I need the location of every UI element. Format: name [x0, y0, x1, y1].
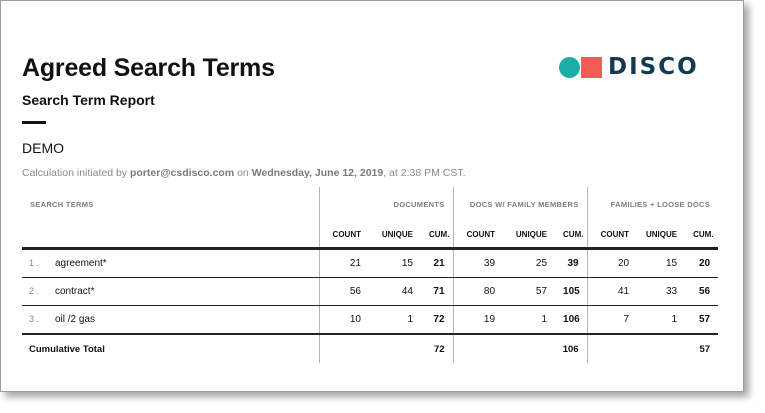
documents-unique: 1 — [369, 306, 421, 335]
loose-count: 7 — [587, 306, 637, 335]
disco-logo — [559, 55, 699, 79]
sub-header-unique: UNIQUE — [369, 222, 421, 249]
calc-time: , at 2:38 PM CST. — [383, 167, 466, 179]
sub-header-cum: CUM. — [685, 222, 718, 249]
loose-cum: 56 — [685, 278, 718, 306]
loose-count: 41 — [587, 278, 637, 306]
documents-unique: 15 — [369, 249, 421, 278]
calc-user: porter@csdisco.com — [129, 167, 235, 179]
search-term-cell — [22, 306, 319, 335]
documents-cum: 71 — [421, 278, 453, 306]
documents-count: 56 — [319, 278, 369, 306]
documents-unique: 44 — [369, 278, 421, 306]
row-index: 1 . — [29, 258, 40, 268]
cumulative-total-row — [22, 334, 718, 363]
loose-unique: 15 — [637, 249, 685, 278]
documents-count: 21 — [319, 249, 369, 278]
family-unique: 57 — [503, 278, 555, 306]
family-total: 106 — [453, 334, 587, 363]
report-title: Agreed Search Terms — [22, 54, 275, 82]
family-cum: 39 — [555, 249, 587, 278]
sub-header-count: COUNT — [587, 222, 637, 249]
cumulative-total-label: Cumulative Total — [22, 334, 319, 363]
table-row — [22, 249, 718, 278]
family-count: 19 — [453, 306, 503, 335]
loose-count: 20 — [587, 249, 637, 278]
sub-header-count: COUNT — [453, 222, 503, 249]
family-cum: 105 — [555, 278, 587, 306]
sub-header-count: COUNT — [319, 222, 369, 249]
family-cum: 106 — [555, 306, 587, 335]
table-row — [22, 278, 718, 306]
documents-cum: 72 — [421, 306, 453, 335]
search-terms-table — [22, 187, 718, 363]
loose-cum: 57 — [685, 306, 718, 335]
calculation-info — [22, 167, 466, 179]
group-header-families-loose: FAMILIES + LOOSE DOCS — [587, 187, 718, 222]
logo-square-icon — [581, 57, 602, 78]
family-count: 39 — [453, 249, 503, 278]
row-index: 3 . — [29, 314, 40, 324]
family-count: 80 — [453, 278, 503, 306]
search-terms-header: SEARCH TERMS — [30, 199, 94, 209]
search-term: oil /2 gas — [55, 314, 96, 325]
logo-text: DISCO — [608, 54, 699, 80]
documents-cum: 21 — [421, 249, 453, 278]
family-unique: 25 — [503, 249, 555, 278]
sub-header-unique: UNIQUE — [637, 222, 685, 249]
row-index: 2 . — [29, 286, 40, 296]
group-header-documents: DOCUMENTS — [319, 187, 453, 222]
table-row — [22, 306, 718, 335]
loose-cum: 20 — [685, 249, 718, 278]
calc-on: on — [237, 167, 249, 179]
logo-dot-icon — [559, 57, 580, 78]
search-term: contract* — [55, 286, 95, 297]
sub-header-cum: CUM. — [421, 222, 453, 249]
documents-count: 10 — [319, 306, 369, 335]
calc-prefix: Calculation initiated by — [22, 167, 128, 179]
search-term-cell — [22, 249, 319, 278]
sub-header-unique: UNIQUE — [503, 222, 555, 249]
sub-header-cum: CUM. — [555, 222, 587, 249]
report-subtitle: Search Term Report — [22, 92, 155, 108]
loose-unique: 33 — [637, 278, 685, 306]
title-underline — [22, 121, 46, 124]
loose-unique: 1 — [637, 306, 685, 335]
sub-header-blank — [22, 222, 319, 249]
project-name: DEMO — [22, 140, 64, 156]
group-header-docs-family: DOCS W/ FAMILY MEMBERS — [453, 187, 587, 222]
calc-date: Wednesday, June 12, 2019 — [251, 167, 384, 179]
search-term: agreement* — [55, 258, 107, 269]
documents-total: 72 — [319, 334, 453, 363]
search-term-cell — [22, 278, 319, 306]
family-unique: 1 — [503, 306, 555, 335]
loose-total: 57 — [587, 334, 718, 363]
